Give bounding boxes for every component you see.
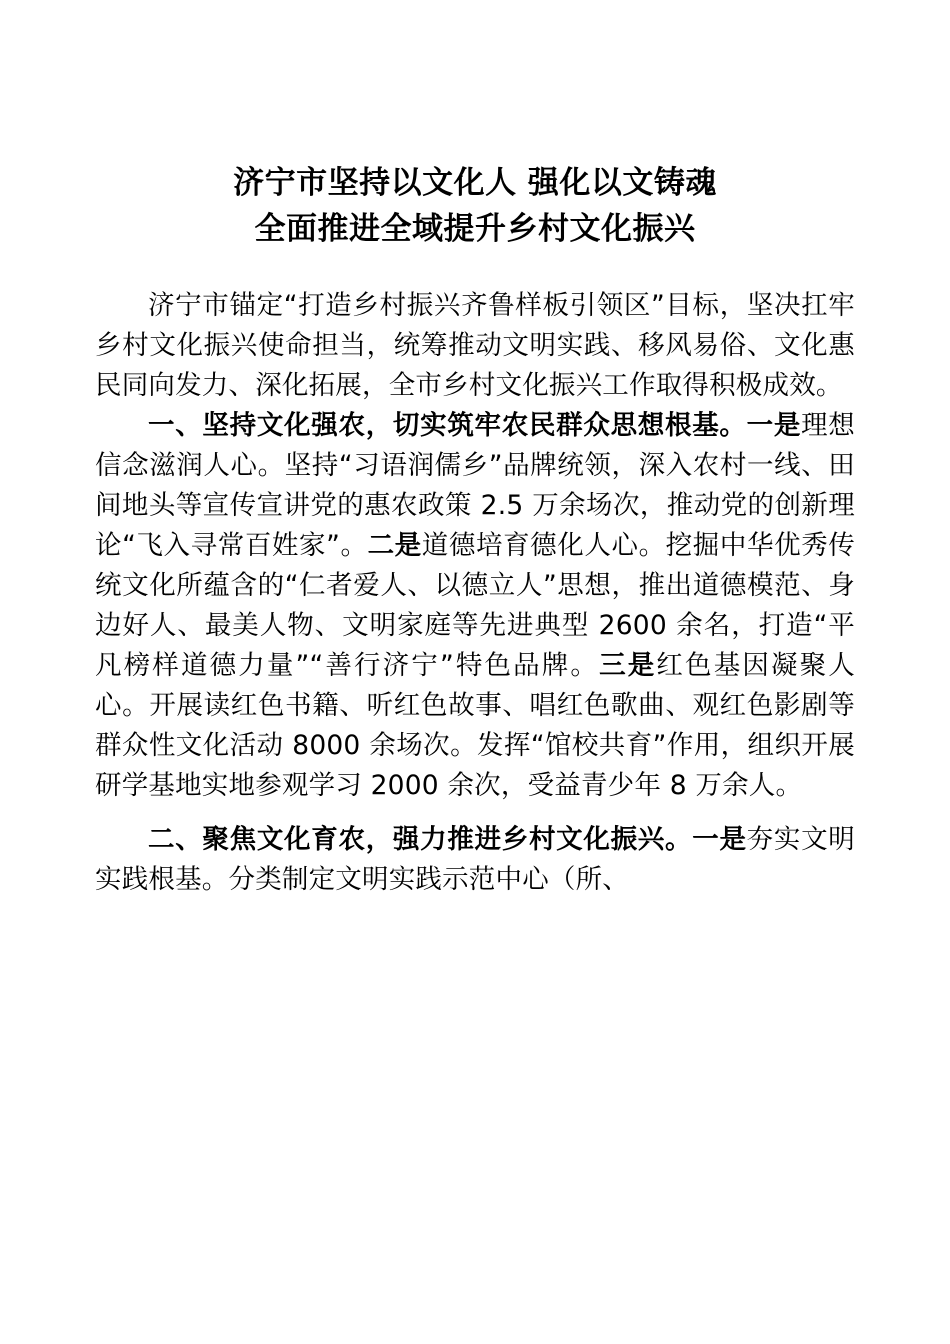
- text-run: 一是: [746, 410, 802, 441]
- page-title: [95, 160, 855, 252]
- text-run: 一、坚持文化强农，切实筑牢农民群众思想根基。: [148, 410, 747, 441]
- title-line-1: 济宁市坚持以文化人 强化以文铸魂: [233, 165, 717, 201]
- text-run: 三是: [599, 650, 657, 681]
- paragraph-section-one: [95, 406, 855, 806]
- text-run: 二、聚焦文化育农，强力推进乡村文化振兴。: [148, 824, 693, 855]
- paragraph-intro: [95, 286, 855, 406]
- text-run: 一是: [692, 824, 747, 855]
- paragraph-spacer: [95, 806, 855, 820]
- text-run: 济宁市锚定“打造乡村振兴齐鲁样板引领区”目标，坚决扛牢乡村文化振兴使命担当，统筹推动文明实践、移风易俗、文化惠民同向发力、深化拓展，全市乡村文化振兴工作取得积极成效。: [95, 290, 855, 401]
- text-run: 道德培育德化人心。挖掘中华优秀传统文化所蕴含的“仁者爱人、以德立人”思想，推出道德模范、身边好人、最美人物、文明家庭等先进典型 2600 余名，打造“平凡榜样道德力量”“善行济宁”特色品牌。: [95, 530, 855, 681]
- document-body: [95, 286, 855, 900]
- text-run: 红色基因凝聚人心。开展读红色书籍、听红色故事、唱红色歌曲、观红色影剧等群众性文化活动 8000 余场次。发挥“馆校共育”作用，组织开展研学基地实地参观学习 2000 余次，受益青少年 8 万余人。: [95, 650, 855, 801]
- paragraph-section-two: [95, 820, 855, 900]
- title-line-2: 全面推进全域提升乡村文化振兴: [254, 211, 696, 247]
- text-run: 理想信念滋润人心。坚持“习语润儒乡”品牌统领，深入农村一线、田间地头等宣传宣讲党的惠农政策 2.5 万余场次，推动党的创新理论“飞入寻常百姓家”。: [95, 410, 856, 561]
- text-run: 夯实文明实践根基。分类制定文明实践示范中心（所、: [95, 824, 856, 895]
- text-run: 二是: [367, 530, 422, 561]
